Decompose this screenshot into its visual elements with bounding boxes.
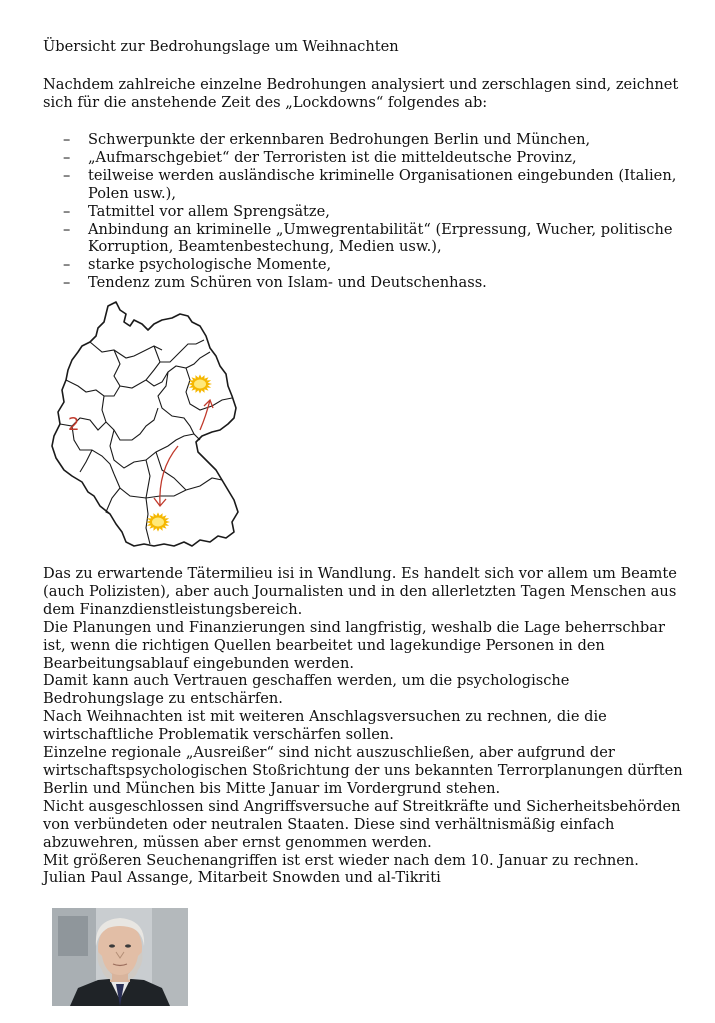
body-text xyxy=(43,565,683,887)
bullet-dash: – xyxy=(63,220,71,238)
bullet-text: Anbindung an kriminelle „Umwegrentabilität“ (Erpressung, Wucher, politische Korruption, Beamtenbestechung, Medien usw.), xyxy=(88,220,673,256)
bullet-dash: – xyxy=(63,202,71,220)
body-paragraph: Einzelne regionale „Ausreißer“ sind nicht auszuschließen, aber aufgrund der wirtschaftspsychologischen Stoßrichtung der uns bekannten Terrorplanungen dürften Berlin und München bis Mitte Januar im Vordergrund stehen. xyxy=(43,744,683,797)
bullet-text: Tatmittel vor allem Sprengsätze, xyxy=(88,202,330,220)
bullet-item xyxy=(63,256,683,274)
bullet-text: teilweise werden ausländische kriminelle Organisationen eingebunden (Italien, Polen usw.), xyxy=(88,166,677,202)
bullet-item xyxy=(63,203,683,221)
body-paragraph: Nicht ausgeschlossen sind Angriffsversuche auf Streitkräfte und Sicherheitsbehörden von verbündeten oder neutralen Staaten. Diese sind verhältnismäßig einfach abzuwehren, müssen aber ernst genommen werden. xyxy=(43,797,681,851)
bullet-dash: – xyxy=(63,131,71,148)
bullet-text: starke psychologische Momente, xyxy=(88,256,332,274)
intro-paragraph: Nachdem zahlreiche einzelne Bedrohungen analysiert und zerschlagen sind, zeichnet sich für die anstehende Zeit des „Lockdowns“ folgendes ab: xyxy=(43,76,679,111)
berlin-explosion-marker xyxy=(188,374,212,393)
body-paragraph: Die Planungen und Finanzierungen sind langfristig, weshalb die Lage beherrschbar ist, wenn die richtigen Quellen bearbeitet und lagekundige Personen in den Bearbeitungsablauf eingebunden werden. xyxy=(43,618,665,672)
bullet-item xyxy=(63,149,683,167)
author-photo xyxy=(52,908,188,1006)
bullet-text: Schwerpunkte der erkennbaren Bedrohungen Berlin und München, xyxy=(88,131,591,148)
bullet-item xyxy=(63,167,683,203)
bullet-dash: – xyxy=(63,166,71,184)
bullet-dash: – xyxy=(63,274,71,292)
germany-map-drawing xyxy=(50,300,245,560)
body-paragraph: Nach Weihnachten ist mit weiteren Anschlagsversuchen zu rechnen, die die wirtschaftliche Problematik verschärfen sollen. xyxy=(43,708,607,744)
germany-map xyxy=(50,300,245,560)
germany-outline xyxy=(52,302,238,546)
bullet-text: Tendenz zum Schüren von Islam- und Deutschenhass. xyxy=(88,274,487,292)
signature-line: Julian Paul Assange, Mitarbeit Snowden und al-Tikriti xyxy=(43,869,441,887)
body-paragraph: Damit kann auch Vertrauen geschaffen werden, um die psychologische Bedrohungslage zu entschärfen. xyxy=(43,672,570,708)
author-photo-image xyxy=(52,908,188,1006)
bullet-item xyxy=(63,131,683,149)
map-annotation-number: 2 xyxy=(68,414,80,435)
document-title: Übersicht zur Bedrohungslage um Weihnachten xyxy=(43,38,399,55)
bullet-item xyxy=(63,274,683,292)
bullet-dash: – xyxy=(63,148,71,166)
bullet-text: „Aufmarschgebiet“ der Terroristen ist die mitteldeutsche Provinz, xyxy=(88,148,577,166)
munich-explosion-marker xyxy=(146,512,170,531)
bullet-dash: – xyxy=(63,256,71,274)
body-paragraph: Mit größeren Seuchenangriffen ist erst wieder nach dem 10. Januar zu rechnen. xyxy=(43,851,639,869)
bullet-item xyxy=(63,221,683,257)
bullet-list xyxy=(63,131,683,292)
body-paragraph: Das zu erwartende Tätermilieu isi in Wandlung. Es handelt sich vor allem um Beamte (auch Polizisten), aber auch Journalisten und in den allerletzten Tagen Menschen aus dem Finanzdienstleistungsbereich. xyxy=(43,565,677,618)
